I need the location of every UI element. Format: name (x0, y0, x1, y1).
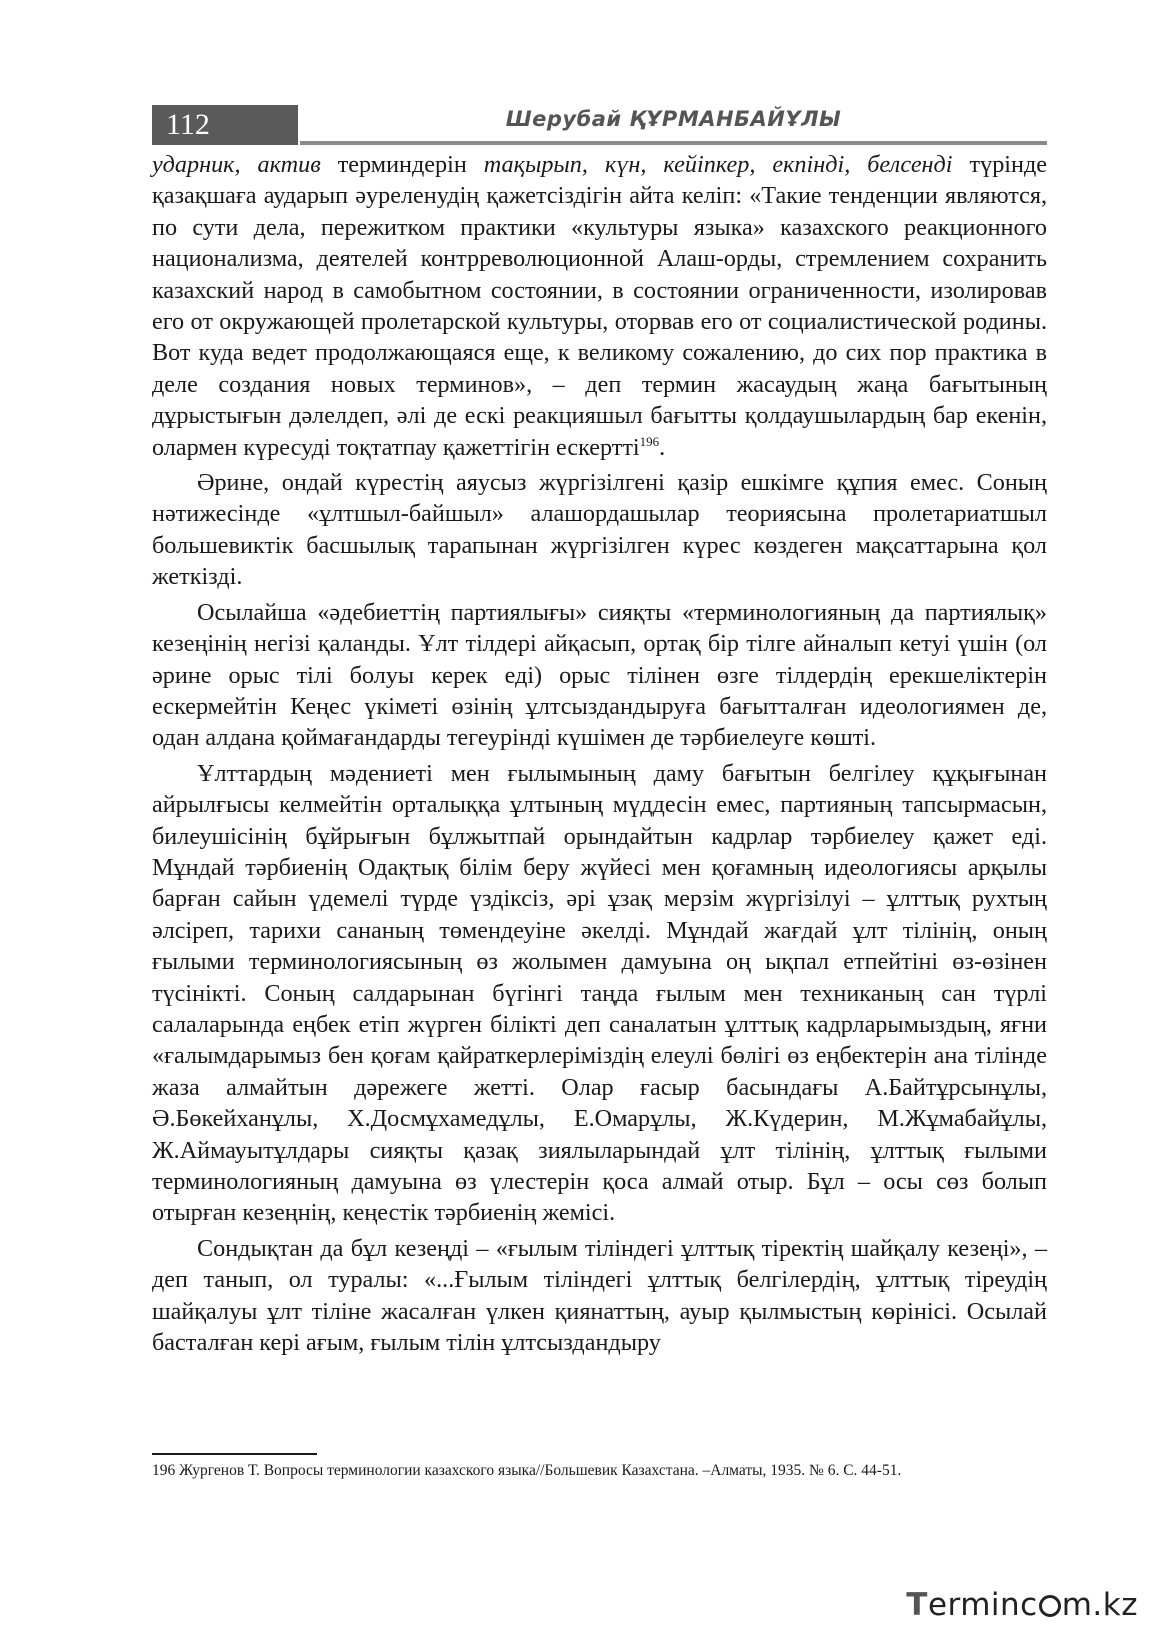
site-watermark (906, 1587, 1138, 1623)
running-head-author: Шерубай ҚҰРМАНБАЙҰЛЫ (505, 107, 842, 131)
paragraph-1-end: . (659, 433, 666, 461)
italic-terms-ru: ударник, актив (152, 151, 321, 178)
watermark-letter-t: T (906, 1587, 928, 1623)
header-rule (300, 141, 1047, 145)
paragraph-4: Ұлттардың мәдениеті мен ғылымының даму бағытын белгілеу құқығынан айрылғысы келмейтін орталыққа ұлтының мүддесін емес, партияның тапсырмасын, билеушісінің бұйрығын бұлжытпай орындайтын кадрлар тәрбиелеу қажет еді. Мұндай тәрбиенің Одақтық білім беру жүйесі мен қоғамның идеологиясы арқылы барған сайын үдемелі түрде үздіксіз, әрі ұзақ мерзім жүргізілуі – ұлттық рухтың әлсіреп, тарихи сананың төмендеуіне әкелді. Мұндай жағдай ұлт тілінің, оның ғылыми терминологиясының өз жолымен дамуына оң ықпал етпейтіні өз-өзінен түсінікті. Соның салдарынан бүгінгі таңда ғылым мен техниканың сан түрлі салаларында еңбек етіп жүрген білікті деп саналатын ұлттық кадрларымыздың, яғни «ғалымдарымыз бен қоғам қайраткерлеріміздің елеулі бөлігі өз еңбектерін ана тілінде жаза алмайтын дәрежеге жетті. Олар ғасыр басындағы А.Байтұрсынұлы, Ә.Бөкейханұлы, Х.Досмұхамедұлы, Е.Омарұлы, Ж.Күдерин, М.Жұмабайұлы, Ж.Аймауытұлдары сияқты қазақ зиялыларындай ұлт тілінің, ұлттық ғылыми терминологияның дамуына өз үлестерін қоса алмай отыр. Бұл – осы сөз болып отырған кезеңнің, кеңестік тәрбиенің жемісі. (152, 759, 1047, 1227)
footnote-reference[interactable]: 196 (639, 433, 660, 449)
main-text (152, 149, 1047, 1358)
paragraph-1-text-b: түрінде қазақшаға аударып әуреленудің қажетсіздігін айта келіп: «Такие тенденции являются, по сути дела, пережитком практики «культуры языка» казахского реакционного национализма, деятелей контрреволюционной Алаш-орды, стремлением сохранить казахский народ в самобытном состоянии, в состоянии ограниченности, изолировав его от окружающей пролетарской культуры, оторвав его от социалистической родины. Вот куда ведет продолжающаяся еще, к великому сожалению, до сих пор практика в деле создания новых терминов», – деп термин жасаудың жаңа бағытының дұрыстығын дәлелдеп, әлі де ескі реакцияшыл бағытты қолдаушылардың бар екенін, олармен күресуді тоқтатпау қажеттігін ескертті (152, 151, 1047, 461)
paragraph-1-text-a: терминдерін (320, 151, 484, 178)
page-header (152, 105, 1047, 145)
italic-terms-kz: тақырып, күн, кейіпкер, екпінді, белсенді (483, 151, 953, 178)
footnote: 196 Жургенов Т. Вопросы терминологии казахского языка//Большевик Казахстана. –Алматы, 1935. № 6. С. 44-51. (152, 1462, 902, 1479)
watermark-part-b: m.kz (1061, 1587, 1138, 1623)
paragraph-5: Сондықтан да бұл кезеңді – «ғылым тіліндегі ұлттық тіректің шайқалу кезеңі», – деп танып, ол туралы: «...Ғылым тіліндегі ұлттық белгілердің, ұлттық тіреудің шайқалуы ұлт тіліне жасалған үлкен қиянаттың, ауыр қылмыстың көрінісі. Осылай басталған кері ағым, ғылым тілін ұлтсыздандыру (152, 1234, 1047, 1357)
paragraph-2: Әрине, ондай күрестің аяусыз жүргізілгені қазір ешкімге құпия емес. Соның нәтижесінде «ұлтшыл-байшыл» алашордашылар теориясына пролетариатшыл большевиктік басшылық тарапынан жүргізілген күрес көздеген мақсаттарына қол жеткізді. (152, 469, 1047, 591)
paragraph-3: Осылайша «әдебиеттің партиялығы» сияқты «терминологияның да партиялық» кезеңінің негізі қаланды. Ұлт тілдері айқасып, ортақ бір тілге айналып кетуі үшін (ол әрине орыс тілі болуы керек еді) орыс тілінен өзге тілдердің ерекшеліктерін ескермейтін Кеңес үкіметі өзінің ұлтсыздандыруға бағытталған идеологиямен де, одан алдана қоймағандарды тегеурінді күшімен де тәрбиелеуге көшті. (152, 598, 1047, 752)
paragraph-1 (152, 149, 1047, 463)
circle-o-icon (1039, 1595, 1061, 1617)
page-number: 112 (152, 105, 298, 145)
watermark-part-a: erminc (927, 1587, 1038, 1623)
footnote-rule (152, 1453, 317, 1455)
